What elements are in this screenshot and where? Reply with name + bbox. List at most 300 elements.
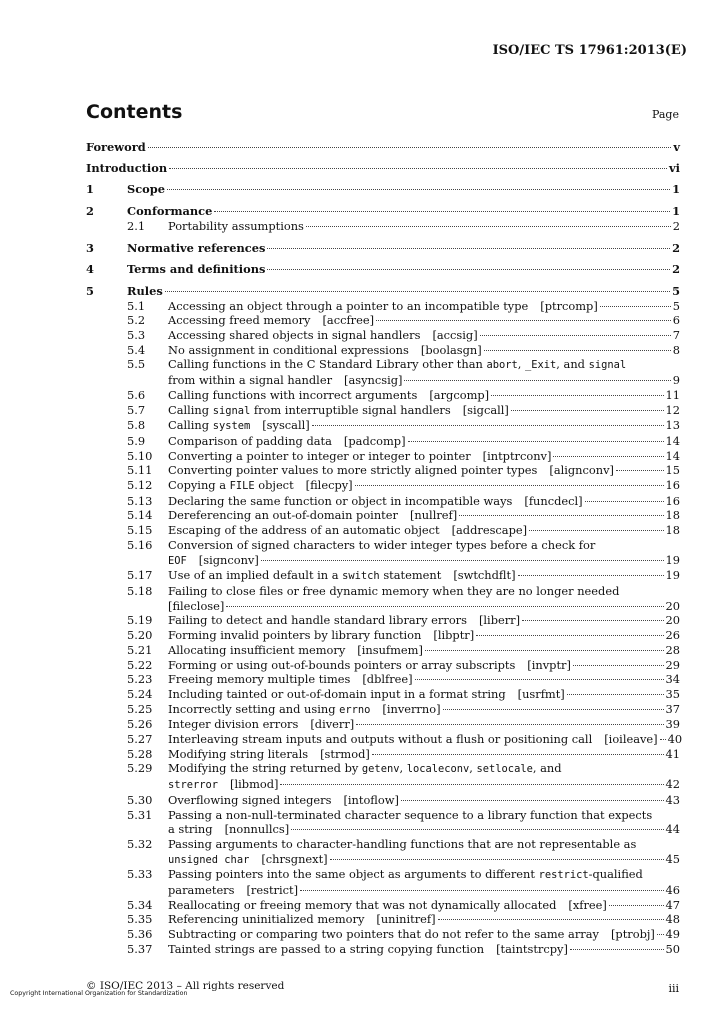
code-text: FILE	[229, 480, 255, 493]
subsection-body	[168, 761, 680, 792]
subsection-body	[168, 219, 680, 234]
subsection-title	[168, 508, 398, 523]
subsection-title	[168, 299, 528, 314]
subsection-title	[168, 434, 332, 449]
title-text: Use of an implied default in a	[168, 568, 343, 583]
subsection-number: 5.6	[127, 387, 146, 402]
subsection-line	[168, 808, 680, 823]
subsection-number: 5.24	[127, 686, 153, 701]
subsection-page: 19	[665, 568, 680, 583]
subsection-page: 14	[665, 433, 680, 448]
page-title: Contents	[86, 101, 183, 123]
title-text: ,	[469, 761, 477, 776]
subsection-title	[168, 357, 626, 373]
toc-subsection[interactable]	[86, 732, 683, 747]
toc-subsection[interactable]	[86, 508, 680, 523]
subsection-line	[168, 357, 680, 373]
code-text: errno	[339, 703, 371, 716]
rule-tag: [chrsgnext]	[261, 851, 328, 866]
toc-subsection[interactable]	[86, 658, 680, 673]
toc-subsection[interactable]	[86, 867, 680, 897]
toc-subsection[interactable]	[86, 643, 680, 658]
section-page: 5	[672, 283, 680, 298]
title-text: -qualified	[588, 867, 643, 882]
title-text: Forming or using out-of-bounds pointers or array subscripts	[168, 657, 516, 672]
title-text: parameters	[168, 883, 235, 898]
subsection-number: 5.25	[127, 701, 153, 716]
toc-subsection[interactable]	[86, 628, 680, 643]
subsection-body	[168, 568, 680, 584]
code-text: strerror	[168, 779, 219, 792]
subsection-line	[168, 613, 680, 628]
copyright-notice: © ISO/IEC 2013 – All rights reserved	[86, 980, 285, 992]
toc-subsection[interactable]	[86, 808, 680, 837]
toc-subsection[interactable]	[86, 299, 680, 314]
subsection-body	[168, 837, 680, 867]
subsection-line	[168, 672, 680, 687]
subsection-line	[168, 478, 680, 494]
subsection-line	[168, 822, 680, 837]
toc-section[interactable]	[86, 161, 680, 176]
subsection-title	[168, 523, 440, 538]
subsection-line	[168, 747, 680, 762]
section-title: Conformance	[127, 204, 213, 219]
rule-tag: [usrfmt]	[517, 686, 565, 701]
code-text: signal	[588, 359, 627, 372]
subsection-title	[168, 568, 441, 584]
dot-leader	[609, 905, 664, 906]
subsection-title	[168, 313, 310, 328]
section-page: 1	[672, 204, 680, 219]
subsection-line	[168, 942, 680, 957]
subsection-number: 5.26	[127, 717, 153, 732]
toc-subsection[interactable]	[86, 434, 680, 449]
title-text: Failing to close files or free dynamic memory when they are no longer needed	[168, 583, 620, 598]
toc-subsection[interactable]	[86, 328, 680, 343]
toc-subsection[interactable]	[86, 793, 680, 808]
subsection-page: 26	[665, 628, 680, 643]
dot-leader	[330, 859, 664, 860]
subsection-number: 5.10	[127, 448, 153, 463]
title-text: Integer division errors	[168, 717, 299, 732]
section-number: 2	[86, 204, 94, 219]
subsection-line	[168, 219, 680, 234]
rule-tag: [strmod]	[320, 746, 370, 761]
dot-leader	[300, 890, 663, 891]
subsection-body	[168, 717, 680, 732]
toc-subsection[interactable]	[86, 747, 680, 762]
document-id: ISO/IEC TS 17961:2013(E)	[492, 43, 687, 58]
subsection-number: 5.9	[127, 433, 146, 448]
subsection-title	[168, 687, 506, 702]
subsection-page: 40	[667, 732, 683, 747]
subsection-line	[168, 777, 680, 793]
toc-subsection[interactable]	[86, 942, 680, 957]
dot-leader	[438, 919, 664, 920]
subsection-body	[168, 434, 680, 449]
subsection-number: 5.31	[127, 807, 153, 822]
toc-subsection[interactable]	[86, 687, 680, 702]
toc-subsection[interactable]	[86, 449, 680, 464]
subsection-page: 20	[665, 613, 680, 628]
rule-tag: [xfree]	[568, 897, 607, 912]
title-text: , and	[532, 761, 562, 776]
subsection-body	[168, 942, 680, 957]
subsection-body	[168, 463, 680, 478]
subsection-title	[168, 599, 224, 614]
subsection-page: 13	[665, 418, 680, 433]
toc-subsection[interactable]	[86, 912, 680, 927]
toc-subsection[interactable]	[86, 702, 680, 718]
toc-section[interactable]	[86, 284, 680, 299]
subsection-page: 46	[665, 883, 680, 898]
title-text: Referencing uninitialized memory	[168, 912, 365, 927]
subsection-body	[168, 628, 680, 643]
subsection-body	[168, 449, 680, 464]
subsection-line	[168, 538, 680, 553]
title-text: Accessing freed memory	[168, 313, 311, 328]
table-of-contents	[86, 140, 683, 957]
toc-subsection[interactable]	[86, 837, 680, 867]
subsection-page: 16	[665, 493, 680, 508]
subsection-page: 44	[665, 822, 680, 837]
dot-leader	[425, 650, 664, 651]
toc-subsection[interactable]	[86, 478, 680, 494]
subsection-title	[168, 613, 467, 628]
subsection-line	[168, 793, 680, 808]
subsection-title	[168, 822, 213, 837]
subsection-line	[168, 494, 680, 509]
rule-tag: [nullref]	[409, 508, 458, 523]
toc-subsection[interactable]	[86, 403, 680, 419]
toc-subsection[interactable]	[86, 898, 680, 913]
dot-leader	[518, 575, 664, 576]
dot-leader	[522, 620, 663, 621]
provider-notice: Copyright International Organization for Standardization	[10, 990, 188, 997]
subsection-line	[168, 523, 680, 538]
title-text: a string	[168, 822, 213, 837]
subsection-body	[168, 672, 680, 687]
dot-leader	[376, 320, 671, 321]
subsection-page: 45	[665, 851, 680, 866]
subsection-title	[168, 328, 420, 343]
subsection-number: 5.2	[127, 313, 146, 328]
subsection-body	[168, 299, 680, 314]
dot-leader	[148, 147, 672, 148]
section-title-row	[127, 204, 680, 219]
subsection-title	[168, 702, 370, 718]
subsection-body	[168, 584, 680, 613]
section-title-row	[127, 262, 680, 277]
subsection-title	[168, 388, 417, 403]
title-text: [fileclose]	[168, 598, 225, 613]
dot-leader	[567, 694, 664, 695]
subsection-page: 9	[672, 373, 680, 388]
toc-subsection[interactable]	[86, 313, 680, 328]
toc-subsection[interactable]	[86, 357, 680, 387]
section-title: Scope	[127, 182, 165, 197]
toc-subsection[interactable]	[86, 672, 680, 687]
rule-tag: [ptrobj]	[610, 927, 655, 942]
subsection-title	[168, 643, 345, 658]
dot-leader	[261, 560, 664, 561]
toc-subsection[interactable]	[86, 463, 680, 478]
subsection-body	[168, 643, 680, 658]
subsection-number: 5.14	[127, 508, 153, 523]
subsection-title	[168, 867, 643, 883]
subsection-page: 6	[672, 313, 680, 328]
subsection-title	[168, 747, 308, 762]
subsection-line	[168, 732, 683, 747]
subsection-line	[168, 299, 680, 314]
subsection-title	[168, 717, 298, 732]
subsection-body	[168, 927, 680, 942]
rule-tag: [boolasgn]	[420, 342, 482, 357]
title-text: Converting a pointer to integer or integer to pointer	[168, 448, 471, 463]
title-text: Including tainted or out-of-domain input in a format string	[168, 686, 506, 701]
subsection-number: 5.33	[127, 867, 153, 882]
subsection-title	[168, 219, 304, 234]
toc-subsection[interactable]	[86, 494, 680, 509]
title-text: ,	[399, 761, 407, 776]
rule-tag: [uninitref]	[376, 912, 436, 927]
rule-tag: [sigcall]	[462, 402, 509, 417]
subsection-number: 5.15	[127, 523, 153, 538]
section-number: 5	[86, 283, 94, 298]
toc-subsection[interactable]	[86, 568, 680, 584]
subsection-title	[168, 373, 332, 388]
subsection-title	[168, 672, 350, 687]
rule-tag: [accfree]	[322, 313, 375, 328]
section-title-row	[86, 161, 680, 176]
spacer	[86, 234, 680, 241]
toc-subsection[interactable]	[86, 927, 680, 942]
subsection-number: 5.28	[127, 746, 153, 761]
subsection-number: 5.36	[127, 927, 153, 942]
toc-section[interactable]	[86, 182, 680, 197]
toc-subsection[interactable]	[86, 343, 680, 358]
title-text: Passing arguments to character-handling functions that are not representable as	[168, 836, 637, 851]
toc-subsection[interactable]	[86, 717, 680, 732]
subsection-body	[168, 328, 680, 343]
subsection-body	[168, 538, 680, 568]
title-text: No assignment in conditional expressions	[168, 342, 409, 357]
toc-subsection[interactable]	[86, 523, 680, 538]
title-text: statement	[379, 568, 442, 583]
title-text: Accessing an object through a pointer to an incompatible type	[168, 298, 529, 313]
subsection-title	[168, 553, 187, 569]
section-title: Normative references	[127, 240, 266, 255]
dot-leader	[280, 784, 663, 785]
subsection-title	[168, 912, 364, 927]
subsection-page: 8	[672, 342, 680, 357]
subsection-line	[168, 343, 680, 358]
subsection-line	[168, 883, 680, 898]
subsection-body	[168, 357, 680, 387]
title-text: Portability assumptions	[168, 218, 304, 233]
title-text: Modifying string literals	[168, 746, 309, 761]
subsection-title	[168, 852, 249, 868]
subsection-line	[168, 434, 680, 449]
subsection-line	[168, 584, 680, 599]
code-text: setlocale	[476, 763, 533, 776]
subsection-body	[168, 702, 680, 718]
subsection-line	[168, 852, 680, 868]
dot-leader	[401, 800, 664, 801]
subsection-body	[168, 313, 680, 328]
dot-leader	[415, 679, 664, 680]
subsection-line	[168, 717, 680, 732]
dot-leader	[585, 501, 664, 502]
subsection-page: 7	[672, 328, 680, 343]
toc-subsection[interactable]	[86, 613, 680, 628]
page-column-label: Page	[651, 108, 679, 121]
title-text: Forming invalid pointers by library function	[168, 628, 422, 643]
toc-section[interactable]	[86, 140, 680, 155]
toc-subsection[interactable]	[86, 418, 680, 434]
subsection-line	[168, 628, 680, 643]
toc-subsection[interactable]	[86, 538, 680, 568]
rule-tag: [asyncsig]	[344, 373, 403, 388]
subsection-title	[168, 628, 421, 643]
subsection-line	[168, 418, 680, 434]
dot-leader	[529, 530, 663, 531]
title-text: Calling	[168, 418, 213, 433]
subsection-page: 12	[665, 402, 680, 417]
title-text: Copying a	[168, 478, 230, 493]
rule-tag: [intoflow]	[343, 792, 399, 807]
rule-tag: [signconv]	[198, 552, 259, 567]
rule-tag: [syscall]	[262, 418, 310, 433]
code-text: _Exit	[525, 359, 557, 372]
section-page: 1	[672, 182, 680, 197]
subsection-number: 5.21	[127, 642, 153, 657]
title-text: from interruptible signal handlers	[250, 402, 451, 417]
subsection-page: 15	[665, 463, 680, 478]
subsection-page: 43	[665, 792, 680, 807]
title-text: Allocating insufficient memory	[168, 642, 346, 657]
dot-leader	[226, 606, 663, 607]
subsection-body	[168, 403, 680, 419]
section-page: 2	[672, 262, 680, 277]
toc-section[interactable]	[86, 262, 680, 277]
subsection-title	[168, 761, 562, 777]
toc-subsection[interactable]	[86, 388, 680, 403]
subsection-title	[168, 898, 556, 913]
subsection-number: 5.7	[127, 402, 146, 417]
title-text: Interleaving stream inputs and outputs without a flush or positioning call	[168, 732, 593, 747]
title-text: Reallocating or freeing memory that was not dynamically allocated	[168, 897, 557, 912]
spacer	[86, 277, 680, 284]
dot-leader	[491, 395, 663, 396]
page-number: iii	[668, 982, 679, 995]
section-page: v	[673, 140, 680, 154]
section-page: 2	[672, 240, 680, 255]
code-text: signal	[212, 404, 251, 417]
subsection-title	[168, 777, 218, 793]
title-text: Passing a non-null-terminated character sequence to a library function that expects	[168, 807, 653, 822]
subsection-body	[168, 494, 680, 509]
subsection-page: 14	[665, 448, 680, 463]
dot-leader	[167, 189, 670, 190]
title-text: Calling	[168, 402, 213, 417]
code-text: restrict	[538, 869, 589, 882]
dot-leader	[312, 425, 664, 426]
subsection-title	[168, 808, 652, 823]
toc-subsection[interactable]	[86, 584, 680, 613]
title-text: Calling functions with incorrect arguments	[168, 387, 418, 402]
toc-section[interactable]	[86, 204, 680, 219]
toc-subsection[interactable]	[86, 761, 680, 792]
subsection-line	[168, 687, 680, 702]
spacer	[86, 175, 680, 182]
title-text: ,	[517, 357, 525, 372]
toc-subsection[interactable]	[86, 219, 680, 234]
rule-tag: [ioileave]	[604, 732, 658, 747]
title-text: Converting pointer values to more strictly aligned pointer types	[168, 463, 538, 478]
dot-leader	[443, 709, 664, 710]
subsection-body	[168, 478, 680, 494]
subsection-body	[168, 808, 680, 837]
subsection-body	[168, 613, 680, 628]
subsection-page: 42	[665, 777, 680, 792]
code-text: unsigned char	[168, 853, 250, 866]
subsection-line	[168, 553, 680, 569]
subsection-title	[168, 538, 595, 553]
toc-section[interactable]	[86, 241, 680, 256]
subsection-number: 5.16	[127, 537, 153, 552]
subsection-title	[168, 732, 592, 747]
subsection-body	[168, 658, 680, 673]
subsection-page: 16	[665, 478, 680, 493]
subsection-page: 47	[665, 897, 680, 912]
rule-tag: [insufmem]	[357, 642, 423, 657]
subsection-line	[168, 702, 680, 718]
subsection-page: 48	[665, 912, 680, 927]
subsection-page: 20	[665, 598, 680, 613]
subsection-line	[168, 463, 680, 478]
subsection-title	[168, 418, 250, 434]
subsection-title	[168, 494, 512, 509]
code-text: system	[212, 420, 251, 433]
dot-leader	[267, 248, 670, 249]
rule-tag: [funcdecl]	[524, 493, 583, 508]
title-text: object	[254, 478, 294, 493]
rule-tag: [diverr]	[310, 717, 355, 732]
subsection-title	[168, 584, 619, 599]
subsection-title	[168, 478, 294, 494]
section-title: Terms and definitions	[127, 262, 266, 277]
subsection-title	[168, 463, 537, 478]
spacer	[86, 255, 680, 262]
title-text: Failing to detect and handle standard library errors	[168, 613, 467, 628]
dot-leader	[511, 410, 664, 411]
dot-leader	[355, 485, 664, 486]
section-title: Rules	[127, 283, 163, 298]
subsection-line	[168, 927, 680, 942]
subsection-page: 28	[665, 642, 680, 657]
subsection-page: 5	[672, 298, 680, 313]
subsection-line	[168, 837, 680, 852]
subsection-body	[168, 388, 680, 403]
subsection-number: 5.3	[127, 328, 146, 343]
dot-leader	[570, 949, 664, 950]
subsection-number: 2.1	[127, 218, 146, 233]
section-title-row	[86, 140, 680, 155]
subsection-body	[168, 793, 680, 808]
subsection-page: 35	[665, 686, 680, 701]
title-text: Modifying the string returned by	[168, 761, 362, 776]
